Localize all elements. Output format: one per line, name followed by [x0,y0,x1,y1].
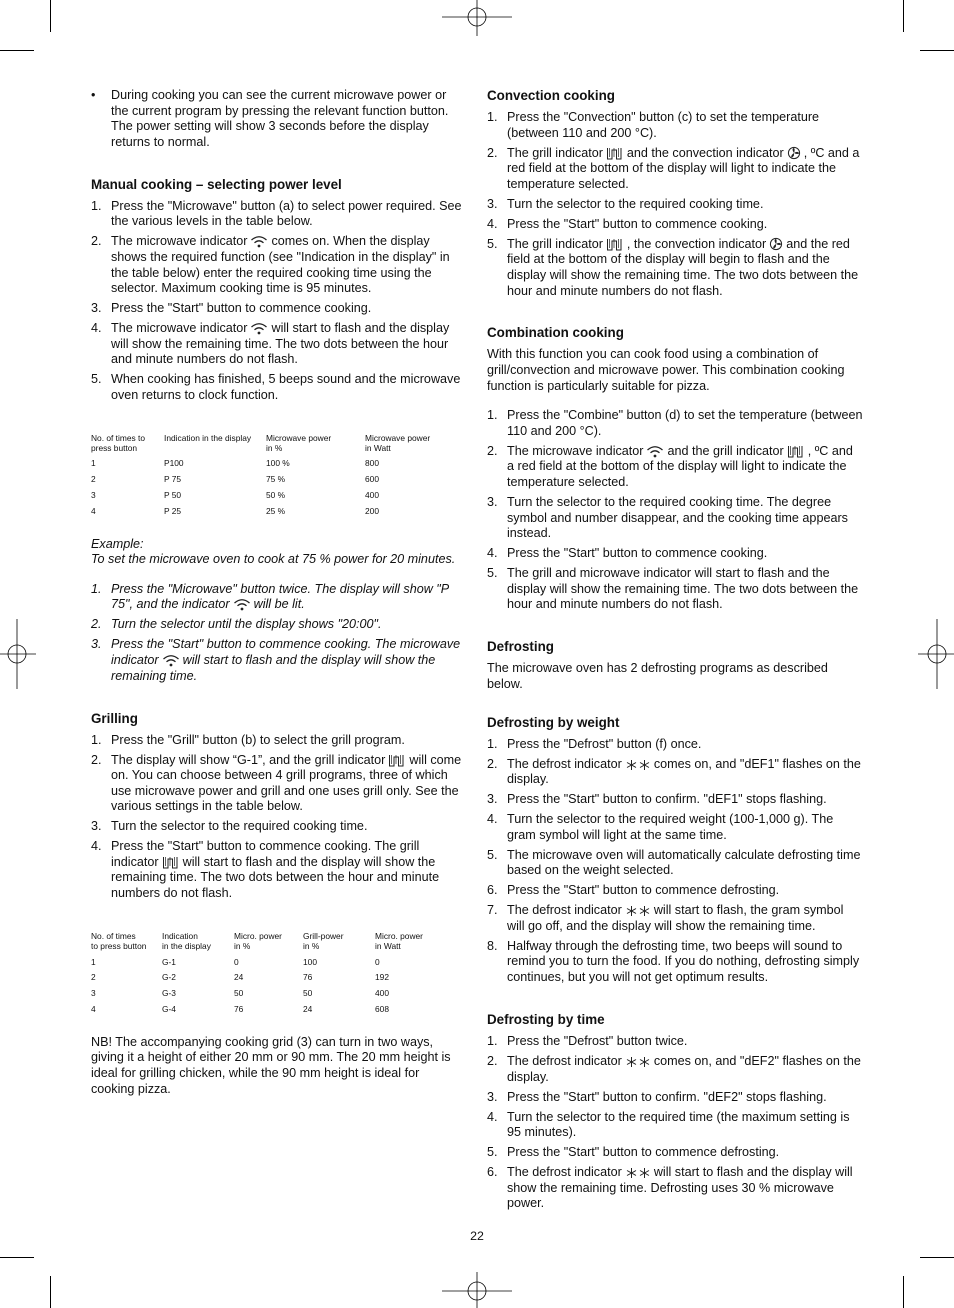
microwave-icon [250,235,268,248]
step-number: 3. [91,637,102,652]
table-row [91,958,451,974]
step-number: 1. [487,736,498,751]
step-text: The defrost indicator [507,903,622,918]
table-cell: 2 [91,474,96,485]
list-item [91,582,466,613]
combination-steps-list [487,408,863,613]
step-text: and the convection indicator [626,145,784,160]
defrost-icon [625,905,651,917]
table-header-cell [164,434,266,460]
microwave-icon [250,322,268,335]
list-item [91,733,466,749]
list-item [91,372,466,403]
step-text: Press the "Start" button to commence cooking. The microwave indicator [111,637,461,667]
page-number: 22 [470,1229,484,1243]
header-line: in Watt [375,940,401,951]
list-item [487,1145,863,1161]
defrost-icon [625,759,651,771]
step-number: 4. [487,216,498,231]
list-item [91,321,466,368]
defrost-weight-steps-list [487,737,863,986]
table-cell: P 50 [164,490,182,501]
step-number: 4. [487,546,498,561]
step-text: will be lit. [253,597,305,612]
step-number: 5. [487,566,498,581]
step-number: 5. [91,372,102,387]
list-item [487,110,863,141]
table-cell: 2 [91,972,96,983]
table-cell: G-1 [162,956,176,967]
step-text: The microwave indicator [507,443,644,458]
step-text: will come on. You can choose between 4 grill programs, three of which use microwave power and grill and one uses grill only. See the various settings in the table below. [111,752,462,814]
step-number: 2. [487,443,498,458]
list-item [487,1090,863,1106]
step-text: , ºC and a red field at the bottom of the display will light to indicate the temperature selected. [507,145,860,191]
table-header-cell [91,932,162,958]
table-row [91,973,451,989]
table-header-cell [162,932,234,958]
header-line: No. of times to [91,432,145,443]
step-number: 4. [91,839,102,854]
list-item [91,839,466,901]
table-cell: P 25 [164,505,182,516]
step-text: comes on. When the display shows the required function (see "Indication in the display" in the table below) enter the required cooking time using the selector. Maximum cooking time is 95 minutes. [111,234,450,296]
table-cell: 50 % [266,490,286,501]
step-text: comes on, and "dEF1" flashes on the display. [507,756,861,787]
table-header-cell [375,932,451,958]
step-text: Press the "Start" button to commence cooking. [507,546,768,561]
table-cell: 1 [91,458,96,469]
grill-steps-list [91,733,466,902]
table-cell: 75 % [266,474,286,485]
header-line [164,444,266,454]
step-text: Press the "Start" button to commence defrosting. [507,1145,780,1160]
step-number: 3. [487,1089,498,1104]
step-text: will start to flash and the display will show the remaining time. The two dots between the hour and minute numbers do not flash. [111,854,440,901]
section-heading-manual: Manual cooking – selecting power level [91,176,342,192]
section-heading-grilling: Grilling [91,710,138,726]
step-text: Press the "Microwave" button (a) to select power required. See the various levels in the table below. [111,198,462,229]
table-cell: P 75 [164,474,182,485]
step-number: 6. [487,883,498,898]
step-number: 6. [487,1165,498,1180]
list-item [487,1054,863,1085]
step-number: 1. [91,581,102,596]
header-line: Microwave power [266,432,332,443]
step-number: 3. [487,792,498,807]
list-item [487,903,863,934]
list-item [91,637,466,684]
list-item [487,939,863,986]
step-number: 5. [487,847,498,862]
table-row [91,1005,451,1021]
table-cell: 50 [303,988,313,999]
convection-steps-list [487,110,863,299]
step-text: Press the "Combine" button (d) to set the temperature (between 110 and 200 °C). [507,408,863,438]
step-text: comes on, and "dEF2" flashes on the display. [507,1053,861,1084]
header-line: press button [91,442,138,453]
grill-icon [606,238,624,251]
crop-mark [0,1257,34,1258]
step-text: will start to flash, the gram symbol will go off, and the display will show the remaining time. [507,903,844,933]
list-item [91,199,466,230]
step-number: 1. [487,408,498,423]
registration-mark-top [442,0,512,36]
list-item [487,848,863,879]
list-item [487,408,863,439]
list-item [487,1110,863,1141]
header-line: in % [303,940,320,951]
list-item [487,546,863,562]
crop-mark [0,50,34,51]
defrost-icon [625,1167,651,1179]
step-text: The grill indicator [507,145,603,160]
microwave-icon [646,445,664,458]
section-heading-defrosting: Defrosting [487,639,554,655]
convection-icon [769,237,783,251]
step-text: Press the "Grill" button (b) to select the grill program. [111,732,405,747]
step-number: 5. [487,236,498,251]
header-line: in % [266,442,283,453]
step-text: will start to flash and the display will show the remaining time. The two dots between the hour and minute numbers do not flash. [111,321,450,367]
header-line: in the display [162,940,211,951]
step-text: Turn the selector to the required time (the maximum setting is 95 minutes). [507,1109,850,1140]
table-cell: G-2 [162,972,176,983]
step-text: The defrost indicator [507,756,622,771]
table-cell: 4 [91,505,96,516]
table-cell: 24 [303,1004,313,1015]
example-steps-list [91,582,466,684]
header-line: in Watt [365,442,391,453]
example-text: To set the microwave oven to cook at 75 % power for 20 minutes. [91,552,456,567]
registration-mark-bottom [442,1272,512,1308]
step-number: 4. [91,321,102,336]
table-cell: 4 [91,1004,96,1015]
header-line: to press button [91,940,147,951]
header-line: Microwave power [365,432,431,443]
step-text: Press the "Defrost" button twice. [507,1033,688,1048]
table-cell: 800 [365,458,379,469]
step-number: 2. [91,617,102,632]
grid-note: NB! The accompanying cooking grid (3) can turn in two ways, giving it a height of either 20 mm or 90 mm. The 20 mm height is ideal for grilling chicken, while the 90 mm height is ideal for cooking pizza. [91,1034,451,1096]
defrosting-intro: The microwave oven has 2 defrosting programs as described below. [487,661,828,691]
step-number: 2. [91,752,102,767]
list-item [487,812,863,843]
table-cell: 76 [303,972,313,983]
step-text: The display will show “G-1”, and the grill indicator [111,752,386,767]
step-text: , ºC and a red field at the bottom of the display will light to indicate the temperature selected. [507,443,853,490]
table-cell: 200 [365,505,379,516]
header-line: Indication in the display [164,432,252,443]
header-line: Micro. power [234,931,282,942]
grill-icon [787,445,805,458]
step-text: Press the "Microwave" button twice. The display will show "P 75", and the indicator [111,581,449,612]
step-text: , the convection indicator [626,236,767,251]
table-cell: 0 [234,956,239,967]
step-text: Turn the selector to the required weight (100-1,000 g). The gram symbol will light at the same time. [507,812,834,842]
crop-mark [903,1276,904,1308]
table-cell: 3 [91,490,96,501]
defrost-icon [625,1056,651,1068]
step-text: Press the "Defrost" button (f) once. [507,736,702,751]
table-cell: 0 [375,956,380,967]
step-text: The defrost indicator [507,1053,622,1068]
step-text: Turn the selector to the required cooking time. [507,196,764,211]
table-cell: 1 [91,956,96,967]
table-header-cell [365,434,451,460]
crop-mark [903,0,904,32]
list-item [91,88,466,150]
manual-steps-list [91,199,466,404]
table-cell: 400 [365,490,379,501]
registration-mark-left [0,619,36,689]
step-text: Press the "Convection" button (c) to set the temperature (between 110 and 200 °C). [507,110,820,140]
list-item [487,737,863,753]
table-header-cell [234,932,303,958]
step-number: 1. [487,1033,498,1048]
step-text: Turn the selector until the display shows "20:00". [111,617,382,632]
step-number: 4. [487,1109,498,1124]
list-item [487,1034,863,1050]
list-item [487,1165,863,1212]
step-text: Press the "Start" button to commence defrosting. [507,883,780,898]
grill-icon [388,754,406,767]
header-line: No. of times [91,931,136,942]
registration-mark-right [918,619,954,689]
table-cell: 100 % [266,458,290,469]
step-text: and the grill indicator [667,443,784,458]
example-label: Example: [91,536,144,551]
list-item [487,883,863,899]
section-heading-combination: Combination cooking [487,325,624,341]
step-number: 4. [487,812,498,827]
table-cell: 24 [234,972,244,983]
header-line: Indication [162,931,198,942]
step-text: will start to flash and the display will show the remaining time. [111,652,436,683]
table-cell: 50 [234,988,244,999]
microwave-icon [162,654,180,667]
step-text: Press the "Start" button to commence cooking. [507,216,768,231]
list-item [91,819,466,835]
list-item [487,197,863,213]
table-cell: 3 [91,988,96,999]
list-item [487,792,863,808]
step-number: 2. [487,1053,498,1068]
crop-mark [920,50,954,51]
list-item [487,757,863,788]
table-cell: 192 [375,972,389,983]
step-text: will start to flash and the display will show the remaining time. Defrosting uses 30 % microwave power. [507,1165,853,1211]
step-text: The grill indicator [507,236,603,251]
step-text: Press the "Start" button to confirm. "dEF1" stops flashing. [507,792,827,807]
step-text: The microwave indicator [111,321,248,336]
table-cell: 600 [365,474,379,485]
crop-mark [920,1257,954,1258]
list-item [91,617,466,633]
step-number: 3. [487,196,498,211]
step-number: 5. [487,1145,498,1160]
step-number: 1. [91,732,102,747]
step-number: 3. [487,495,498,510]
table-header-cell [91,434,164,460]
step-text: The defrost indicator [507,1165,622,1180]
step-text: Turn the selector to the required cooking time. The degree symbol and number disappear, and the cooking time appears instead. [507,495,848,541]
header-line: Grill-power [303,931,344,942]
step-text: Press the "Start" button to confirm. "dEF2" stops flashing. [507,1089,827,1104]
header-line: in % [234,940,251,951]
table-header-cell [303,932,375,958]
section-heading-convection: Convection cooking [487,88,615,103]
step-text: Turn the selector to the required cooking time. [111,819,368,834]
table-cell: P100 [164,458,184,469]
table-cell: 608 [375,1004,389,1015]
step-text: and the red field at the bottom of the display will begin to flash and the display will show the remaining time. The two dots between the hour and minute numbers do not flash. [507,236,859,298]
step-number: 2. [487,756,498,771]
step-number: 1. [91,198,102,213]
left-column [91,88,466,1097]
table-row [91,989,451,1005]
step-number: 1. [487,110,498,124]
table-header-cell [266,434,365,460]
table-row [91,491,451,507]
step-number: 3. [91,301,102,316]
convection-icon [787,146,801,160]
step-text: The microwave oven will automatically calculate defrosting time based on the weight selected. [507,847,861,878]
list-item [487,495,863,542]
table-row [91,475,451,491]
list-item [487,217,863,233]
list-item [487,444,863,491]
list-item [91,234,466,296]
step-text: When cooking has finished, 5 beeps sound and the microwave oven returns to clock function. [111,372,461,402]
crop-mark [50,0,51,32]
intro-bullet-list [91,88,466,150]
combination-intro: With this function you can cook food using a combination of grill/convection and microwave power. This combination cooking function is particularly suitable for pizza. [487,347,845,393]
section-heading-defrost-time: Defrosting by time [487,1011,605,1027]
power-level-table [91,434,451,523]
defrost-time-steps-list [487,1034,863,1212]
step-text: Press the "Start" button to commence cooking. [111,301,372,316]
grill-icon [606,147,624,160]
step-text: The microwave indicator [111,234,248,249]
step-number: 2. [487,145,498,160]
step-text: The grill and microwave indicator will start to flash and the display will show the remaining time. The two dots between the hour and minute numbers do not flash. [507,566,859,612]
list-item [487,566,863,613]
list-item [91,753,466,815]
bullet: • [91,88,96,102]
step-number: 7. [487,903,498,918]
table-row [91,507,451,523]
intro-text: During cooking you can see the current microwave power or the current program by pressing the relevant function button. The power setting will show 3 seconds before the display returns to normal. [111,88,449,149]
grill-icon [162,856,180,869]
list-item [91,301,466,317]
section-heading-defrost-weight: Defrosting by weight [487,714,620,730]
crop-mark [50,1276,51,1308]
microwave-icon [233,598,251,611]
step-number: 3. [91,819,102,834]
list-item [487,146,863,193]
table-cell: G-3 [162,988,176,999]
step-number: 2. [91,234,102,249]
grill-settings-table [91,932,451,1021]
table-cell: 76 [234,1004,244,1015]
table-cell: 25 % [266,505,286,516]
header-line: Micro. power [375,931,423,942]
table-cell: 100 [303,956,317,967]
table-cell: G-4 [162,1004,176,1015]
step-text: Halfway through the defrosting time, two beeps will sound to remind you to turn the food. If you do nothing, defrosting simply continues, but you will not get optimum results. [507,938,860,984]
step-text: Press the "Start" button to commence cooking. The grill indicator [111,839,420,869]
right-column [487,88,863,1216]
table-row [91,459,451,475]
table-cell: 400 [375,988,389,999]
step-number: 8. [487,938,498,953]
list-item [487,237,863,299]
